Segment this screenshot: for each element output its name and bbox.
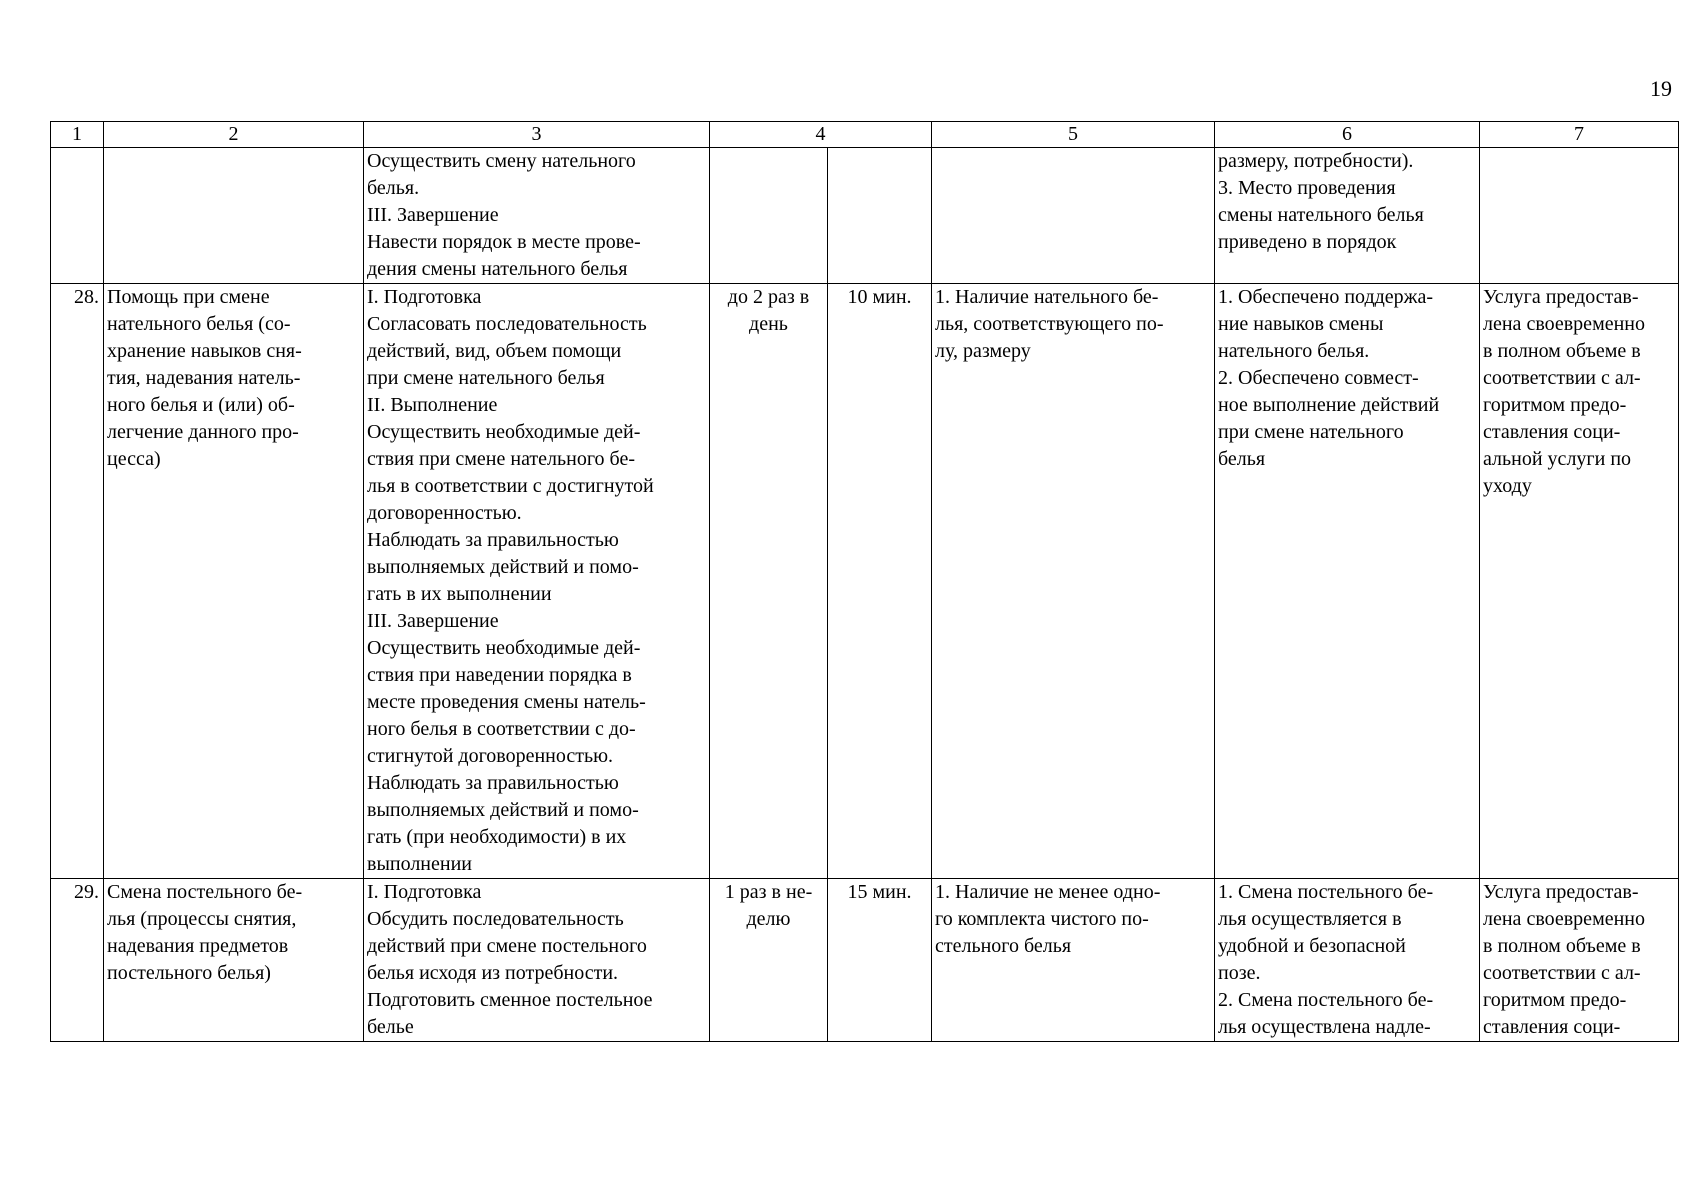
cell-line: Осуществить смену нательного <box>367 150 636 172</box>
cell-line: белье <box>367 1016 414 1038</box>
cell-line: Помощь при смене <box>107 286 270 308</box>
cell-line: ние навыков смены <box>1218 313 1384 335</box>
cell-line: размеру, потребности). <box>1218 150 1414 172</box>
cell-line: Наблюдать за правильностью <box>367 529 619 551</box>
duration-cell <box>828 284 932 879</box>
cell-line: лья, соответствующего по- <box>935 313 1164 335</box>
cell-line: гать (при необходимости) в их <box>367 826 627 848</box>
cell-line: выполнении <box>367 853 472 875</box>
cell-line: в полном объеме в <box>1483 935 1641 957</box>
cell-line: 1. Наличие не менее одно- <box>935 881 1161 903</box>
cell-line: соответствии с ал- <box>1483 962 1641 984</box>
cell-line: соответствии с ал- <box>1483 367 1641 389</box>
header-cell-3: 3 <box>364 122 710 148</box>
cell-line: 1. Смена постельного бе- <box>1218 881 1434 903</box>
cell-line: при смене нательного <box>1218 421 1404 443</box>
results-cell <box>1215 879 1480 1042</box>
cell-line: Услуга предостав- <box>1483 286 1639 308</box>
frequency-cell <box>710 879 828 1042</box>
header-cell-6: 6 <box>1215 122 1480 148</box>
results-cell <box>1215 148 1480 284</box>
cell-line: надевания предметов <box>107 935 289 957</box>
cell-line: Наблюдать за правильностью <box>367 772 619 794</box>
cell-line: 1 раз в не- <box>724 881 813 903</box>
cell-line: горитмом предо- <box>1483 394 1627 416</box>
cell-line: лья (процессы снятия, <box>107 908 297 930</box>
conditions-cell <box>932 148 1215 284</box>
cell-line: лу, размеру <box>935 340 1031 362</box>
cell-line: 1. Обеспечено поддержа- <box>1218 286 1434 308</box>
cell-line: лья в соответствии с достигнутой <box>367 475 654 497</box>
procedure-steps-cell <box>364 879 710 1042</box>
cell-line: позе. <box>1218 962 1261 984</box>
cell-line: Навести порядок в месте прове- <box>367 231 641 253</box>
cell-line: III. Завершение <box>367 204 499 226</box>
cell-line: ного белья в соответствии с до- <box>367 718 636 740</box>
cell-line: Осуществить необходимые дей- <box>367 637 641 659</box>
cell-line: го комплекта чистого по- <box>935 908 1149 930</box>
services-table <box>50 121 1679 1042</box>
cell-line: хранение навыков сня- <box>107 340 302 362</box>
cell-line: при смене нательного белья <box>367 367 605 389</box>
cell-line: нательного белья (со- <box>107 313 291 335</box>
header-cell-4: 4 <box>710 122 932 148</box>
cell-line: выполняемых действий и помо- <box>367 556 639 578</box>
cell-line: дения смены нательного белья <box>367 258 628 280</box>
frequency-cell <box>710 284 828 879</box>
cell-line: ствия при смене нательного бе- <box>367 448 635 470</box>
results-cell <box>1215 284 1480 879</box>
cell-line: ствия при наведении порядка в <box>367 664 632 686</box>
table-row <box>51 879 1679 1042</box>
cell-line: стигнутой договоренностью. <box>367 745 614 767</box>
cell-line: уходу <box>1483 475 1532 497</box>
cell-line: Обсудить последовательность <box>367 908 624 930</box>
cell-line: действий, вид, объем помощи <box>367 340 622 362</box>
cell-line: месте проведения смены натель- <box>367 691 646 713</box>
conditions-cell <box>932 284 1215 879</box>
cell-line: договоренностью. <box>367 502 522 524</box>
cell-line: до 2 раз в <box>727 286 810 308</box>
cell-line: выполняемых действий и помо- <box>367 799 639 821</box>
header-row <box>51 122 1679 148</box>
cell-line: стельного белья <box>935 935 1072 957</box>
cell-line: смены нательного белья <box>1218 204 1424 226</box>
row-number-cell: 28. <box>51 284 104 879</box>
row-number-cell: 29. <box>51 879 104 1042</box>
header-cell-7: 7 <box>1480 122 1679 148</box>
quality-cell <box>1480 284 1679 879</box>
frequency-cell <box>710 148 828 284</box>
header-cell-5: 5 <box>932 122 1215 148</box>
cell-line: ставления соци- <box>1483 1016 1621 1038</box>
cell-line: в полном объеме в <box>1483 340 1641 362</box>
row-number-cell <box>51 148 104 284</box>
cell-line: Смена постельного бе- <box>107 881 303 903</box>
cell-line: тия, надевания натель- <box>107 367 301 389</box>
cell-line: действий при смене постельного <box>367 935 647 957</box>
cell-line: Услуга предостав- <box>1483 881 1639 903</box>
cell-line: день <box>749 313 788 335</box>
conditions-cell <box>932 879 1215 1042</box>
cell-line: ставления соци- <box>1483 421 1621 443</box>
header-cell-1: 1 <box>51 122 104 148</box>
cell-line: белья. <box>367 177 420 199</box>
cell-line: альной услуги по <box>1483 448 1632 470</box>
cell-line: II. Выполнение <box>367 394 498 416</box>
cell-line: удобной и безопасной <box>1218 935 1406 957</box>
cell-line: лена своевременно <box>1483 313 1646 335</box>
duration-cell <box>828 879 932 1042</box>
procedure-steps-cell <box>364 284 710 879</box>
cell-line: I. Подготовка <box>367 286 482 308</box>
cell-line: 2. Обеспечено совмест- <box>1218 367 1419 389</box>
cell-line: Осуществить необходимые дей- <box>367 421 641 443</box>
cell-line: 1. Наличие нательного бе- <box>935 286 1159 308</box>
table-row <box>51 148 1679 284</box>
cell-line: Согласовать последовательность <box>367 313 647 335</box>
cell-line: ного белья и (или) об- <box>107 394 295 416</box>
quality-cell <box>1480 148 1679 284</box>
cell-line: лья осуществлена надле- <box>1218 1016 1431 1038</box>
cell-line: ное выполнение действий <box>1218 394 1440 416</box>
cell-line: Подготовить сменное постельное <box>367 989 653 1011</box>
cell-line: горитмом предо- <box>1483 989 1627 1011</box>
duration-cell <box>828 148 932 284</box>
cell-line: лья осуществляется в <box>1218 908 1402 930</box>
cell-line: I. Подготовка <box>367 881 482 903</box>
cell-line: цесса) <box>107 448 161 470</box>
procedure-steps-cell <box>364 148 710 284</box>
header-cell-2: 2 <box>104 122 364 148</box>
cell-line: постельного белья) <box>107 962 271 984</box>
cell-line: лена своевременно <box>1483 908 1646 930</box>
cell-line: III. Завершение <box>367 610 499 632</box>
quality-cell <box>1480 879 1679 1042</box>
table-row <box>51 284 1679 879</box>
service-name-cell <box>104 879 364 1042</box>
cell-line: легчение данного про- <box>107 421 299 443</box>
cell-line: 3. Место проведения <box>1218 177 1396 199</box>
cell-line: белья исходя из потребности. <box>367 962 619 984</box>
cell-line: 2. Смена постельного бе- <box>1218 989 1434 1011</box>
cell-line: 10 мин. <box>847 286 912 308</box>
cell-line: делю <box>746 908 791 930</box>
cell-line: приведено в порядок <box>1218 231 1397 253</box>
page-number: 19 <box>1650 76 1672 101</box>
cell-line: нательного белья. <box>1218 340 1370 362</box>
cell-line: 15 мин. <box>847 881 912 903</box>
cell-line: белья <box>1218 448 1266 470</box>
service-name-cell <box>104 284 364 879</box>
cell-line: гать в их выполнении <box>367 583 552 605</box>
service-name-cell <box>104 148 364 284</box>
